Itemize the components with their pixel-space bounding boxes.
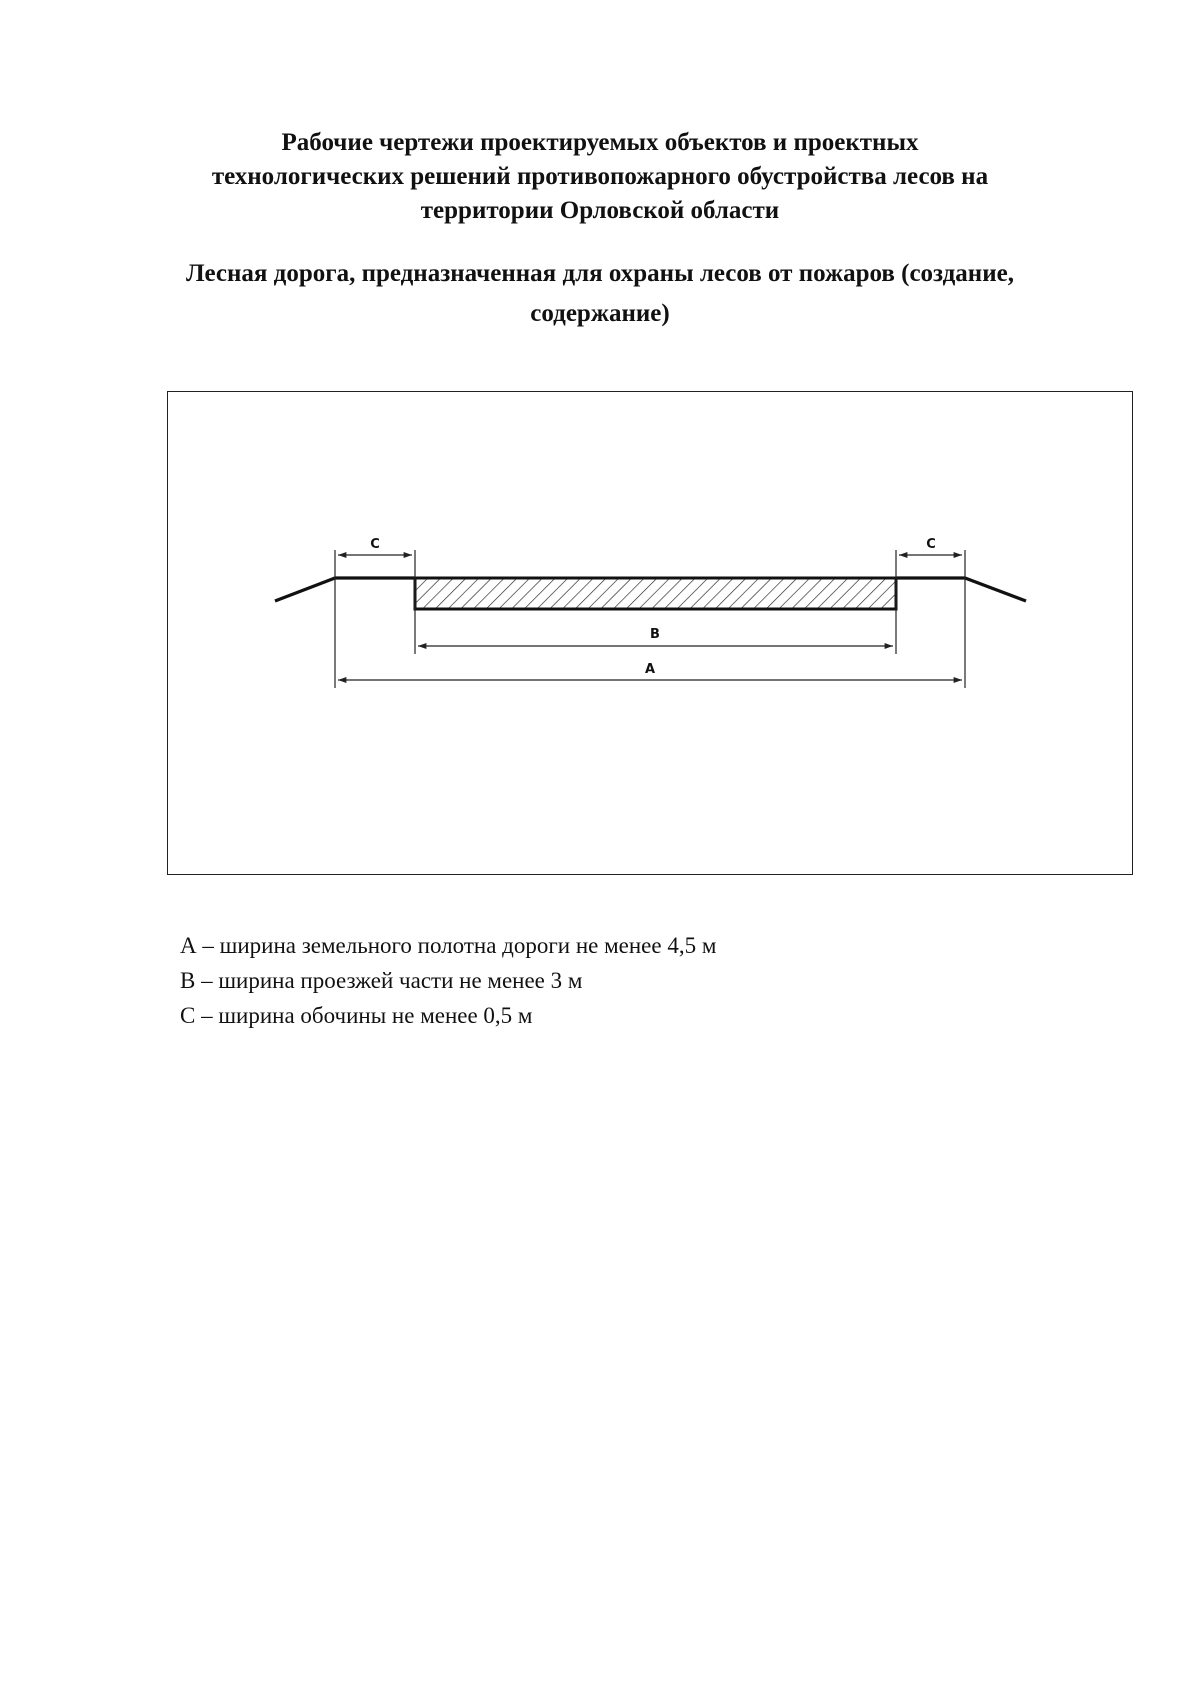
- subtitle-line-1: Лесная дорога, предназначенная для охраны лесов от пожаров (создание,: [186, 260, 1014, 287]
- dimension-label-c-left: C: [370, 537, 380, 552]
- carriageway-pavement: [415, 578, 896, 609]
- road-cross-section-drawing: [167, 391, 1133, 875]
- legend-item-c: С – ширина обочины не менее 0,5 м: [180, 1003, 533, 1028]
- dimension-label-c-right: C: [926, 537, 936, 552]
- title-line-1: Рабочие чертежи проектируемых объектов и проектных: [281, 129, 919, 156]
- subtitle-line-2: содержание): [530, 300, 670, 327]
- left-slope-line: [275, 578, 415, 601]
- right-slope-line: [896, 578, 1026, 601]
- document-title: [150, 126, 1050, 228]
- dimension-legend: [180, 928, 716, 1033]
- dimension-label-b: B: [650, 627, 660, 642]
- title-line-2: технологических решений противопожарного обустройства лесов на: [211, 163, 989, 190]
- title-line-3: территории Орловской области: [420, 197, 780, 224]
- legend-item-a: А – ширина земельного полотна дороги не менее 4,5 м: [180, 933, 717, 958]
- road-cross-section-svg: [168, 392, 1134, 876]
- drawing-subtitle: [150, 254, 1050, 334]
- dimension-label-a: A: [644, 662, 656, 677]
- legend-item-b: В – ширина проезжей части не менее 3 м: [180, 968, 583, 993]
